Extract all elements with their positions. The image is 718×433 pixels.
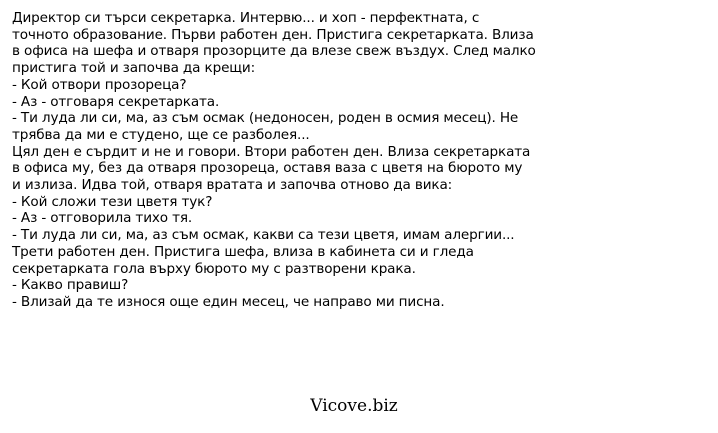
site-watermark: Vicove.biz bbox=[310, 396, 398, 416]
text-line: секретарката гола върху бюрото му с разтворени крака. bbox=[12, 260, 416, 277]
text-line: трябва да ми е студено, ще се разболея... bbox=[12, 126, 310, 143]
text-line: Цял ден е сърдит и не и говори. Втори работен ден. Влиза секретарката bbox=[12, 143, 531, 160]
text-line: - Аз - отговорила тихо тя. bbox=[12, 210, 193, 227]
text-line: - Аз - отговаря секретарката. bbox=[12, 93, 220, 110]
text-line: Трети работен ден. Пристига шефа, влиза в кабинета си и гледа bbox=[12, 243, 474, 260]
text-line: - Влизай да те износя още един месец, че направо ми писна. bbox=[12, 293, 445, 310]
text-line: - Кой отвори прозореца? bbox=[12, 76, 187, 93]
text-line: Директор си търси секретарка. Интервю... и хоп - перфектната, с bbox=[12, 10, 480, 26]
text-line: - Ти луда ли си, ма, аз съм осмак (недоносен, роден в осмия месец). Не bbox=[12, 110, 519, 127]
text-line: пристига той и започва да крещи: bbox=[12, 60, 256, 77]
text-line: в офиса на шефа и отваря прозорците да влезе свеж въздух. След малко bbox=[12, 43, 536, 60]
text-line: и излиза. Идва той, отваря вратата и започва отново да вика: bbox=[12, 177, 453, 194]
text-line: - Какво правиш? bbox=[12, 277, 129, 294]
text-line: в офиса му, без да отваря прозореца, оставя ваза с цветя на бюрото му bbox=[12, 160, 523, 177]
text-line: точното образование. Първи работен ден. Пристига секретарката. Влиза bbox=[12, 26, 534, 43]
joke-text bbox=[12, 10, 712, 311]
text-line: - Ти луда ли си, ма, аз съм осмак, какви са тези цветя, имам алергии... bbox=[12, 227, 515, 244]
text-line: - Кой сложи тези цветя тук? bbox=[12, 193, 213, 210]
